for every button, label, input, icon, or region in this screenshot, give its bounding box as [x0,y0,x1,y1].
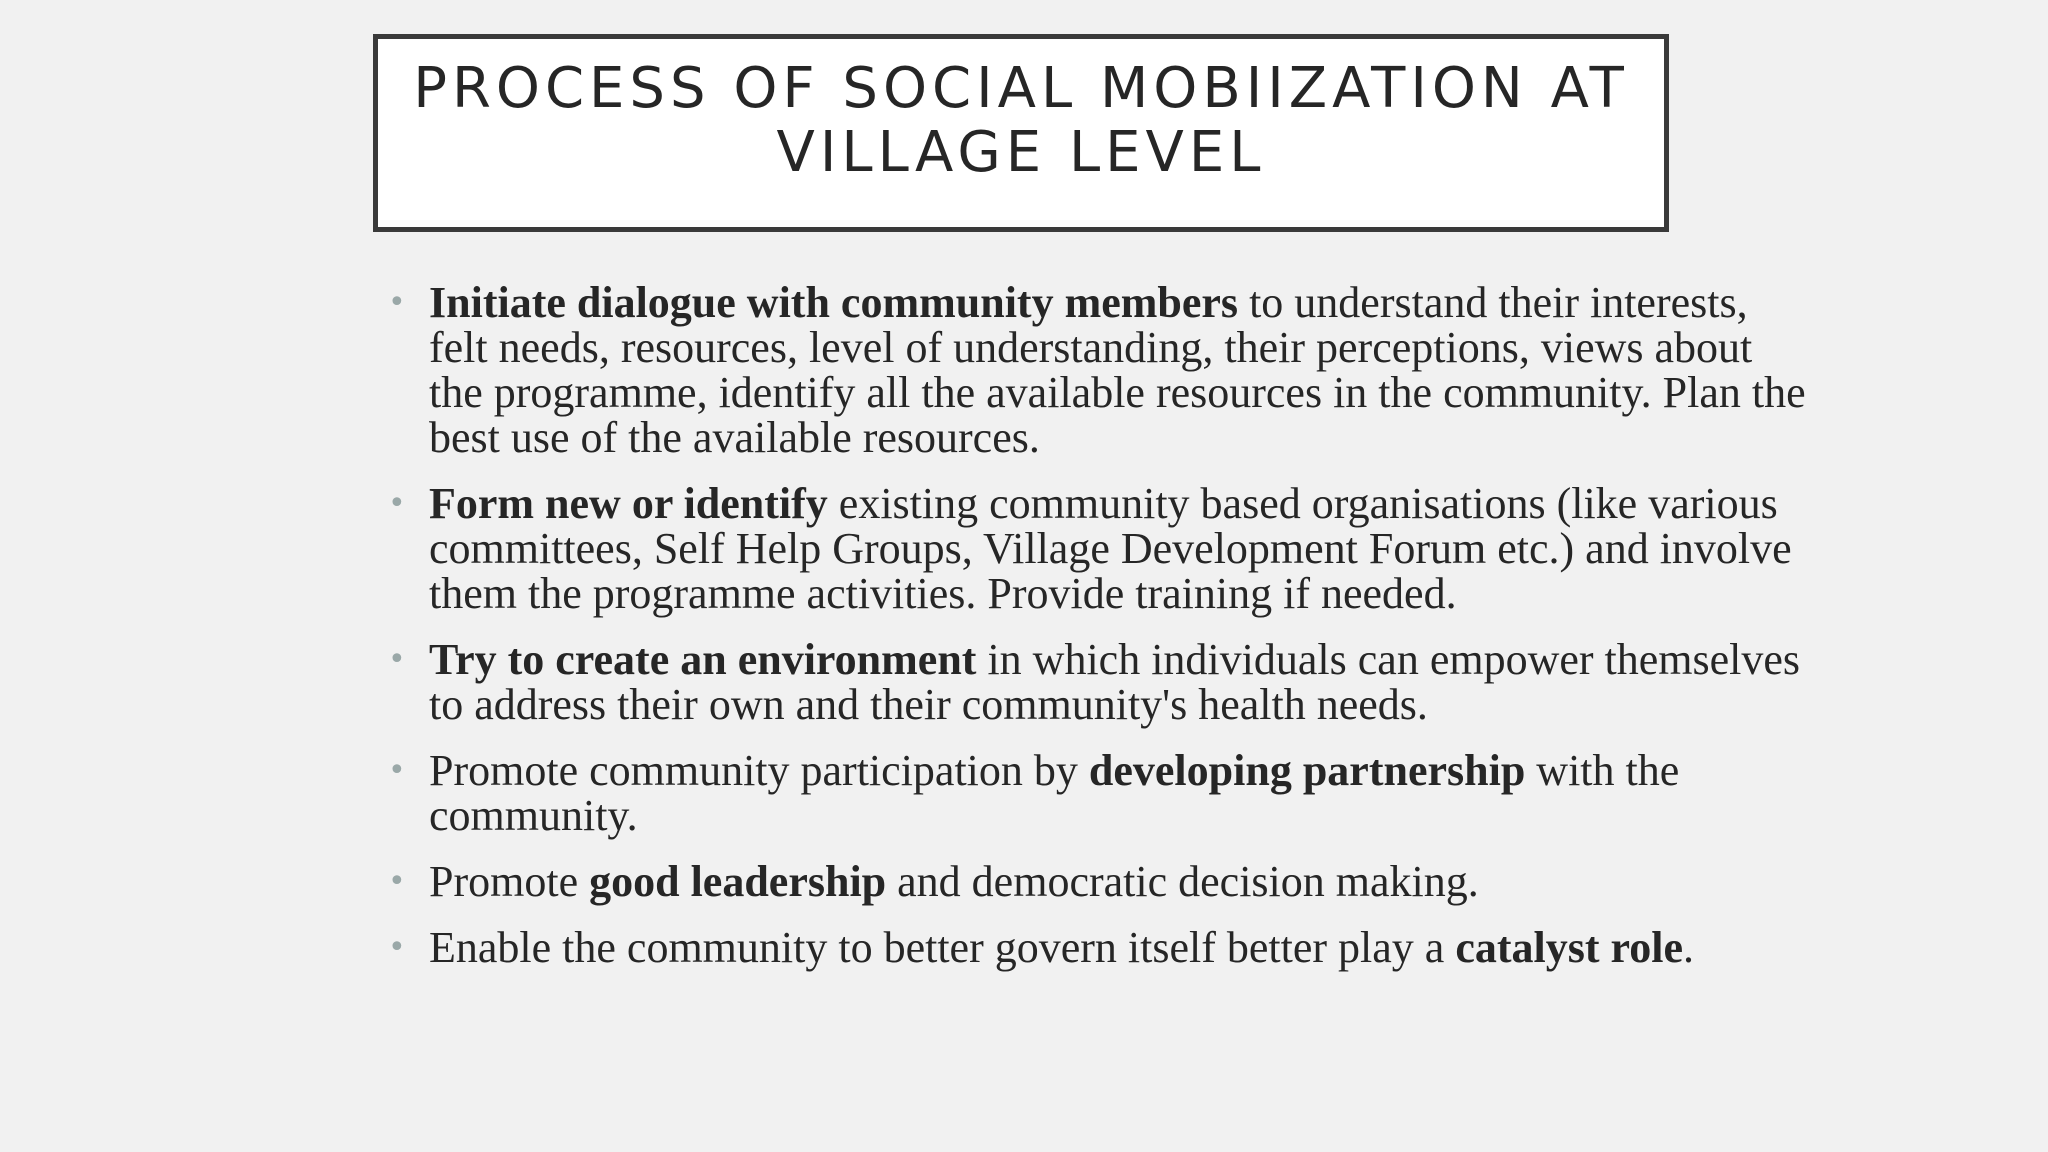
slide-title [401,57,1641,185]
bullet-bold-text: Initiate dialogue with community members [429,278,1239,327]
bullet-text: existing community based organisations (like various committees, Self Help Groups, Village Development Forum etc.) and involve them the programme activities. Provide training if needed. [429,479,1792,618]
bullet-text-lead: Promote [429,857,590,906]
bullet-item-catalyst [388,925,1808,970]
bullet-item-partnership [388,748,1808,838]
slide-title-line-1: PROCESS OF SOCIAL MOBIIZATION AT [413,56,1629,121]
bullet-list [388,280,1808,991]
bullet-text-lead: Enable the community to better govern itself better play a [429,923,1456,972]
bullet-item-organisations [388,481,1808,616]
bullet-bold-text: good leadership [589,857,887,906]
bullet-bold-text: catalyst role [1455,923,1684,972]
bullet-bold-text: Try to create an environment [429,635,977,684]
bullet-text-lead: Promote community participation by [429,746,1089,795]
bullet-text: . [1683,923,1695,972]
bullet-bold-text: developing partnership [1088,746,1526,795]
bullet-item-environment [388,637,1808,727]
bullet-text: to understand their interests, felt needs, resources, level of understanding, their perceptions, views about the programme, identify all the available resources in the community. Plan the best use of the available resources. [429,278,1806,462]
bullet-text: with the community. [429,746,1680,840]
bullet-bold-text: Form new or identify [429,479,828,528]
bullet-item-dialogue [388,280,1808,460]
bullet-item-leadership [388,859,1808,904]
title-box [373,34,1669,232]
bullet-text: and democratic decision making. [886,857,1479,906]
slide-title-line-2: VILLAGE LEVEL [776,120,1266,185]
bullet-text: in which individuals can empower themselves to address their own and their community's health needs. [429,635,1801,729]
